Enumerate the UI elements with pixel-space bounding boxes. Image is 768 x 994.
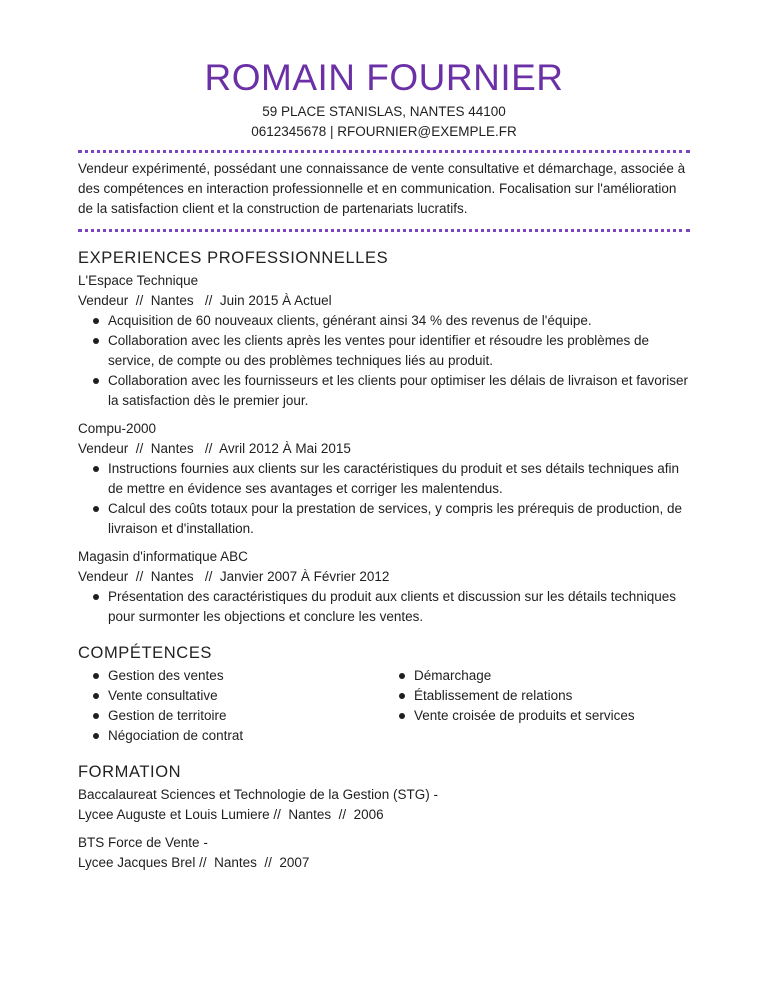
skill-item: Vente croisée de produits et services <box>414 706 690 726</box>
job-company: L'Espace Technique <box>78 273 199 288</box>
dotted-divider <box>78 150 690 153</box>
skill-item: Vente consultative <box>108 686 384 706</box>
skill-item: Établissement de relations <box>414 686 690 706</box>
job-entry <box>78 271 690 411</box>
summary: Vendeur expérimenté, possédant une connaissance de vente consultative et démarchage, associée à des compétences en interaction professionnelle et en communication. Focalisation sur l'amélioration de la satisfaction client et la construction de partenariats lucratifs. <box>78 161 686 216</box>
dotted-divider <box>78 229 690 232</box>
job-details: Vendeur // Nantes // Juin 2015 À Actuel <box>78 293 332 308</box>
bullet-item: Collaboration avec les clients après les ventes pour identifier et résoudre les problèmes de service, de compte ou des problèmes techniques liés au produit. <box>108 331 690 371</box>
skill-item: Gestion de territoire <box>108 706 384 726</box>
phone-email: 0612345678 | RFOURNIER@EXEMPLE.FR <box>251 124 517 139</box>
job-company: Compu-2000 <box>78 421 157 436</box>
skill-item: Gestion des ventes <box>108 666 384 686</box>
education-details: Lycee Auguste et Louis Lumiere // Nantes // 2006 <box>78 807 384 822</box>
address: 59 PLACE STANISLAS, NANTES 44100 <box>262 104 506 119</box>
skills-grid <box>78 666 690 746</box>
skill-item: Démarchage <box>414 666 690 686</box>
job-bullets <box>78 587 690 627</box>
education-entry <box>78 785 690 825</box>
education-entry <box>78 833 690 873</box>
job-details: Vendeur // Nantes // Janvier 2007 À Février 2012 <box>78 569 390 584</box>
skills-right-column <box>384 666 690 746</box>
contact-block <box>78 102 690 142</box>
education-degree: BTS Force de Vente - <box>78 835 208 850</box>
job-entry <box>78 547 690 627</box>
candidate-name: ROMAIN FOURNIER <box>204 57 564 98</box>
section-title-experience: EXPERIENCES PROFESSIONNELLES <box>78 249 389 267</box>
section-title-skills: COMPÉTENCES <box>78 644 213 662</box>
bullet-item: Instructions fournies aux clients sur les caractéristiques du produit et ses détails techniques afin de mettre en évidence ses avantages et corriger les malentendus. <box>108 459 690 499</box>
job-entry <box>78 419 690 539</box>
job-details: Vendeur // Nantes // Avril 2012 À Mai 2015 <box>78 441 351 456</box>
bullet-item: Collaboration avec les fournisseurs et les clients pour optimiser les délais de livraison et favoriser la satisfaction dès le premier jour. <box>108 371 690 411</box>
job-company: Magasin d'informatique ABC <box>78 549 248 564</box>
job-bullets <box>78 459 690 539</box>
education-details: Lycee Jacques Brel // Nantes // 2007 <box>78 855 310 870</box>
section-title-education: FORMATION <box>78 763 182 781</box>
bullet-item: Acquisition de 60 nouveaux clients, générant ainsi 34 % des revenus de l'équipe. <box>108 311 690 331</box>
education-degree: Baccalaureat Sciences et Technologie de la Gestion (STG) - <box>78 787 438 802</box>
bullet-item: Présentation des caractéristiques du produit aux clients et discussion sur les détails techniques pour surmonter les objections et conclure les ventes. <box>108 587 690 627</box>
skill-item: Négociation de contrat <box>108 726 384 746</box>
skills-left-column <box>78 666 384 746</box>
bullet-item: Calcul des coûts totaux pour la prestation de services, y compris les prérequis de production, de livraison et d'installation. <box>108 499 690 539</box>
job-bullets <box>78 311 690 411</box>
